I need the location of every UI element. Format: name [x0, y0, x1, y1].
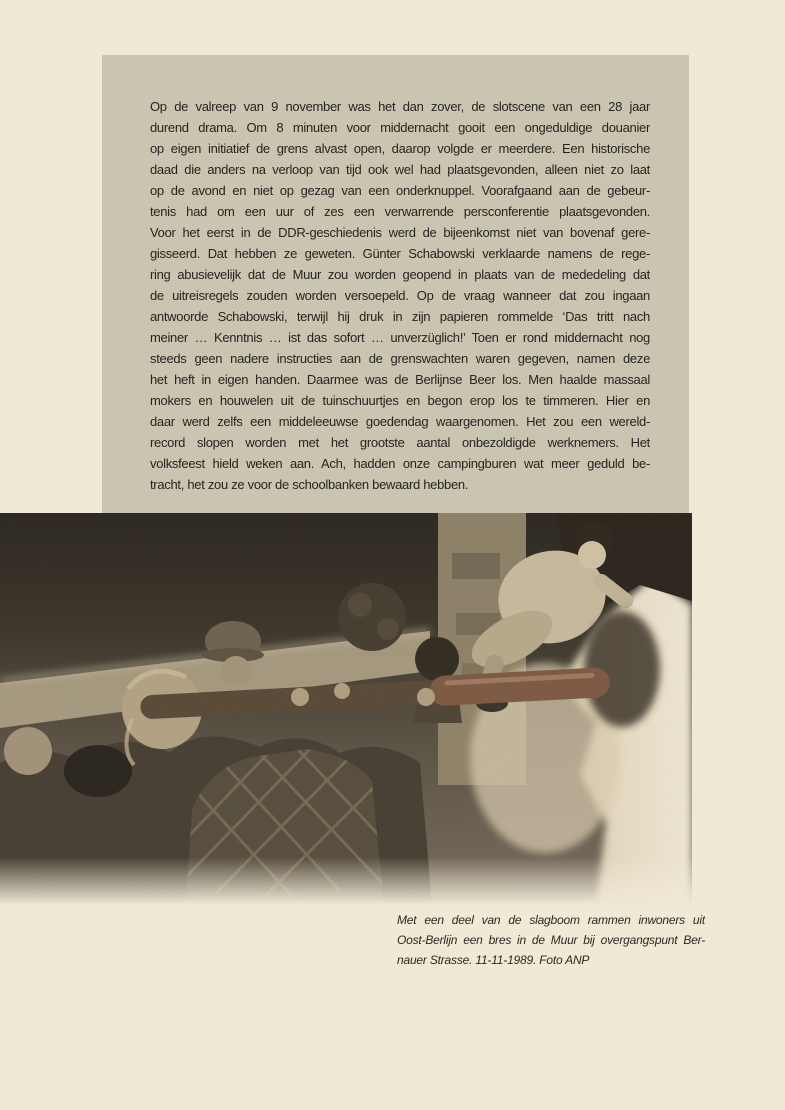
text-line: antwoorde Schabowski, terwijl hij druk in zijn papieren rommelde ‘Das tritt nach — [150, 309, 650, 324]
text-line: meiner … Kenntnis … ist das sofort … unverzüglich!’ Toen er rond middernacht nog — [150, 330, 650, 345]
text-line: record slopen worden met het grootste aantal onbezoldigde werknemers. Het — [150, 435, 650, 450]
text-line: volksfeest hield weken aan. Ach, hadden onze campingburen wat meer geduld be- — [150, 456, 650, 471]
text-line: ring abusievelijk dat de Muur zou worden geopend in plaats van de mededeling dat — [150, 267, 650, 282]
text-line: de uitreisregels zouden worden versoepeld. Op de vraag wanneer dat zou ingaan — [150, 288, 650, 303]
photo-grain — [0, 513, 692, 905]
text-line: Oost-Berlijn een bres in de Muur bij overgangspunt Ber- — [397, 933, 705, 947]
text-line: nauer Strasse. 11-11-1989. Foto ANP — [397, 953, 590, 967]
text-line: op de avond en niet op gezag van een onderknuppel. Voorafgaand aan de gebeur- — [150, 183, 650, 198]
text-line: daar werd zelfs een middeleeuwse goedendag waargenomen. Het zou een wereld- — [150, 414, 650, 429]
text-line: Op de valreep van 9 november was het dan zover, de slotscene van een 28 jaar — [150, 99, 650, 114]
photo-bottom-fade — [0, 857, 692, 905]
photo-illustration — [0, 513, 692, 905]
text-line: durend drama. Om 8 minuten voor middernacht gooit een ongeduldige douanier — [150, 120, 650, 135]
text-line: Voor het eerst in de DDR-geschiedenis werd de bijeenkomst niet van bovenaf gere- — [150, 225, 650, 240]
photo-caption — [397, 910, 705, 970]
body-text — [150, 96, 650, 495]
text-line: tracht, het zou ze voor de schoolbanken bewaard hebben. — [150, 477, 469, 492]
text-line: tenis had om een uur of zes een verwarrende persconferentie plaatsgevonden. — [150, 204, 650, 219]
text-line: Met een deel van de slagboom rammen inwoners uit — [397, 913, 705, 927]
text-line: gisseerd. Dat hebben ze geweten. Günter Schabowski verklaarde namens de rege- — [150, 246, 650, 261]
text-line: steeds geen nadere instructies aan de grenswachten waren gegeven, namen deze — [150, 351, 650, 366]
text-line: het heft in eigen handen. Daarmee was de Berlijnse Beer los. Men haalde massaal — [150, 372, 650, 387]
berlin-wall-photo — [0, 513, 692, 905]
body-text-panel — [102, 55, 689, 513]
text-line: op eigen initiatief de grens alvast open, daarop volgde er meerdere. Een historische — [150, 141, 650, 156]
text-line: mokers en houwelen uit de tuinschuurtjes en begon erop los te timmeren. Hier en — [150, 393, 650, 408]
text-line: daad die anders na verloop van tijd ook wel had plaatsgevonden, alleen niet zo laat — [150, 162, 650, 177]
